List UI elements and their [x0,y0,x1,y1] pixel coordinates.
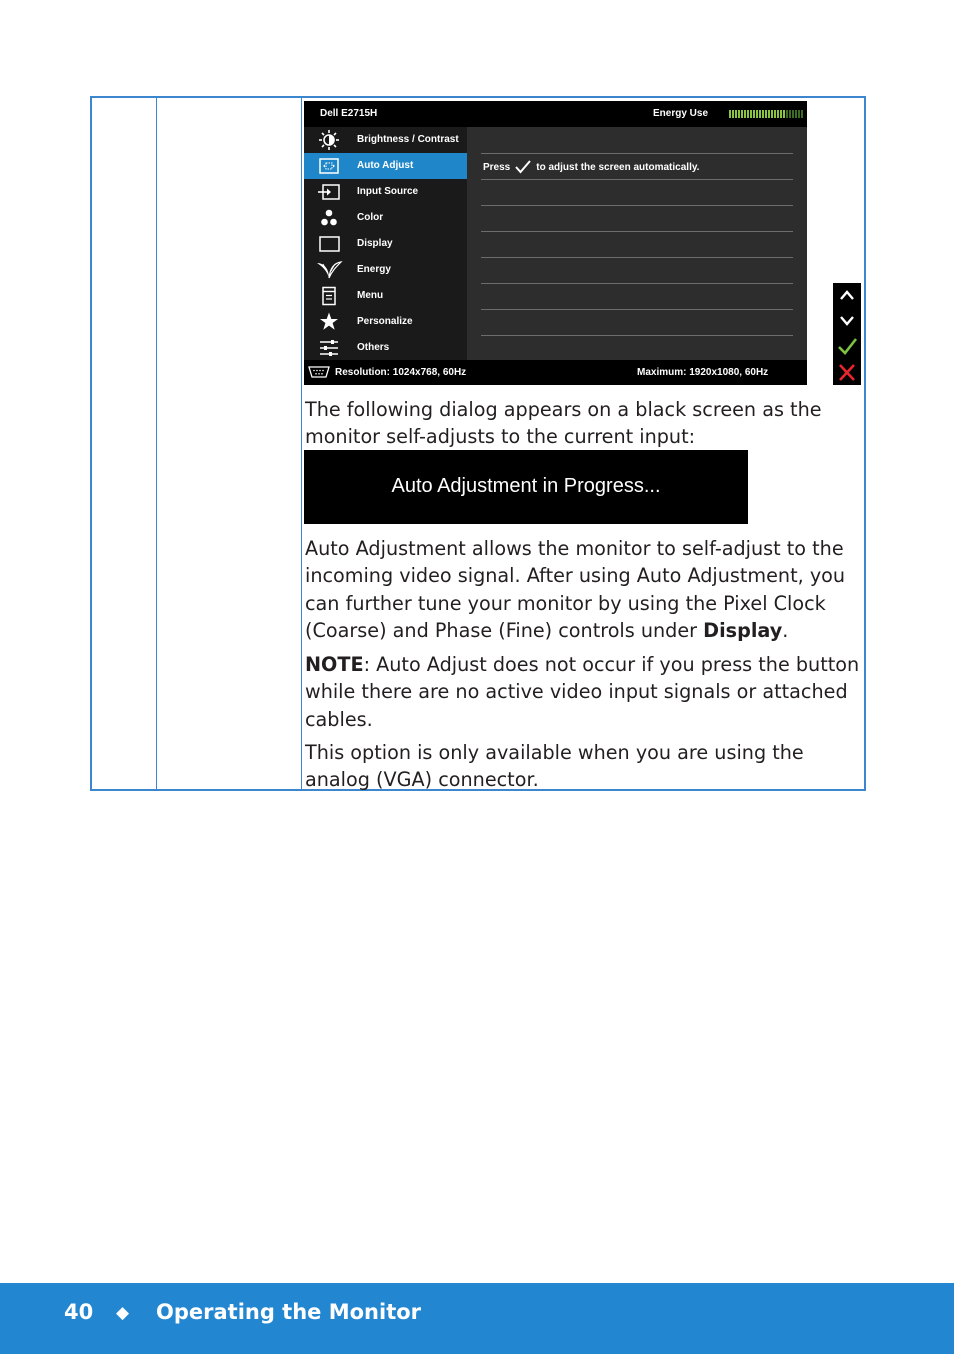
energy-segment [771,110,773,118]
intro-paragraph: The following dialog appears on a black screen as the monitor self-adjusts to the current input: [305,398,822,449]
vga-paragraph: This option is only available when you are using the analog (VGA) connector. [305,741,804,792]
energy-segment [795,110,797,118]
osd-item-label: Auto Adjust [357,160,414,171]
energy-segment [750,110,752,118]
osd-submenu-panel [467,127,807,360]
osd-row-divider [481,309,793,310]
others-icon [315,338,343,358]
energy-segment [753,110,755,118]
menu-icon [315,286,343,306]
energy-icon [315,260,343,280]
osd-item-menu[interactable] [304,283,467,309]
auto-adjust-icon [315,156,343,176]
osd-item-brightness-contrast[interactable] [304,127,467,153]
osd-row-divider [481,179,793,180]
close-icon[interactable] [833,360,861,385]
section-title: Operating the Monitor [156,1300,422,1324]
note-text: : Auto Adjust does not occur if you press the button while there are no active video input signals or attached cables. [305,653,860,731]
energy-segment [747,110,749,118]
osd-auto-adjust-instruction [483,160,699,174]
energy-segment [801,110,803,118]
osd-model-name: Dell E2715H [320,108,378,119]
osd-menu-screenshot [304,101,807,385]
energy-segment [729,110,731,118]
vga-connector-icon [307,366,331,378]
paragraph-end: . [782,619,789,643]
energy-segment [765,110,767,118]
energy-segment [756,110,758,118]
osd-press-label: Press [483,161,511,173]
check-icon [515,160,531,174]
energy-segment [741,110,743,118]
energy-segment [732,110,734,118]
table-divider [301,98,302,789]
up-arrow-icon[interactable] [833,283,861,308]
osd-row-divider [481,153,793,154]
brightness-icon [315,130,343,150]
osd-item-label: Energy [357,264,391,275]
table-divider [156,98,157,789]
energy-segment [738,110,740,118]
osd-footer [304,360,807,385]
monitor-control-buttons [833,283,861,385]
down-arrow-icon[interactable] [833,308,861,333]
osd-row-divider [481,205,793,206]
color-icon [315,208,343,228]
osd-item-auto-adjust[interactable] [304,153,467,179]
energy-segment [783,110,785,118]
diamond-icon: ◆ [116,1303,130,1323]
osd-main-menu [304,127,467,360]
osd-item-personalize[interactable] [304,309,467,335]
energy-segment [798,110,800,118]
osd-item-others[interactable] [304,335,467,361]
energy-segment [759,110,761,118]
osd-press-description: to adjust the screen automatically. [536,161,700,173]
osd-maximum-resolution: Maximum: 1920x1080, 60Hz [637,367,769,378]
osd-row-divider [481,283,793,284]
auto-adjust-dialog [304,450,748,524]
osd-item-label: Display [357,238,393,249]
note-paragraph [305,651,865,733]
energy-segment [762,110,764,118]
osd-item-energy[interactable] [304,257,467,283]
osd-item-label: Personalize [357,316,413,327]
personalize-icon [315,312,343,332]
page-footer [0,1283,954,1354]
display-icon [315,234,343,254]
paragraph-text: Auto Adjustment allows the monitor to self-adjust to the incoming video signal. After using Auto Adjustment, you can further tune your monitor by using the Pixel Clock (Coarse) and Phase (Fine) controls under [305,537,846,643]
auto-adjustment-paragraph [305,535,865,645]
osd-item-input-source[interactable] [304,179,467,205]
energy-segment [786,110,788,118]
energy-segment [768,110,770,118]
energy-use-meter [729,110,803,118]
osd-header [304,101,807,127]
display-keyword: Display [703,619,783,643]
osd-item-label: Input Source [357,186,419,197]
energy-segment [744,110,746,118]
osd-row-divider [481,231,793,232]
energy-segment [789,110,791,118]
dialog-message: Auto Adjustment in Progress... [391,475,661,497]
osd-item-label: Color [357,212,384,223]
energy-segment [777,110,779,118]
page-number: 40 [64,1300,94,1324]
input-source-icon [315,182,343,202]
osd-item-label: Menu [357,290,384,301]
osd-item-color[interactable] [304,205,467,231]
energy-segment [774,110,776,118]
osd-current-resolution: Resolution: 1024x768, 60Hz [335,367,467,378]
note-label: NOTE [305,653,364,676]
check-icon[interactable] [833,334,861,359]
energy-segment [792,110,794,118]
osd-row-divider [481,335,793,336]
osd-item-label: Brightness / Contrast [357,134,459,145]
energy-segment [735,110,737,118]
energy-segment [780,110,782,118]
osd-row-divider [481,257,793,258]
osd-item-display[interactable] [304,231,467,257]
osd-item-label: Others [357,342,390,353]
osd-energy-label: Energy Use [653,108,709,119]
